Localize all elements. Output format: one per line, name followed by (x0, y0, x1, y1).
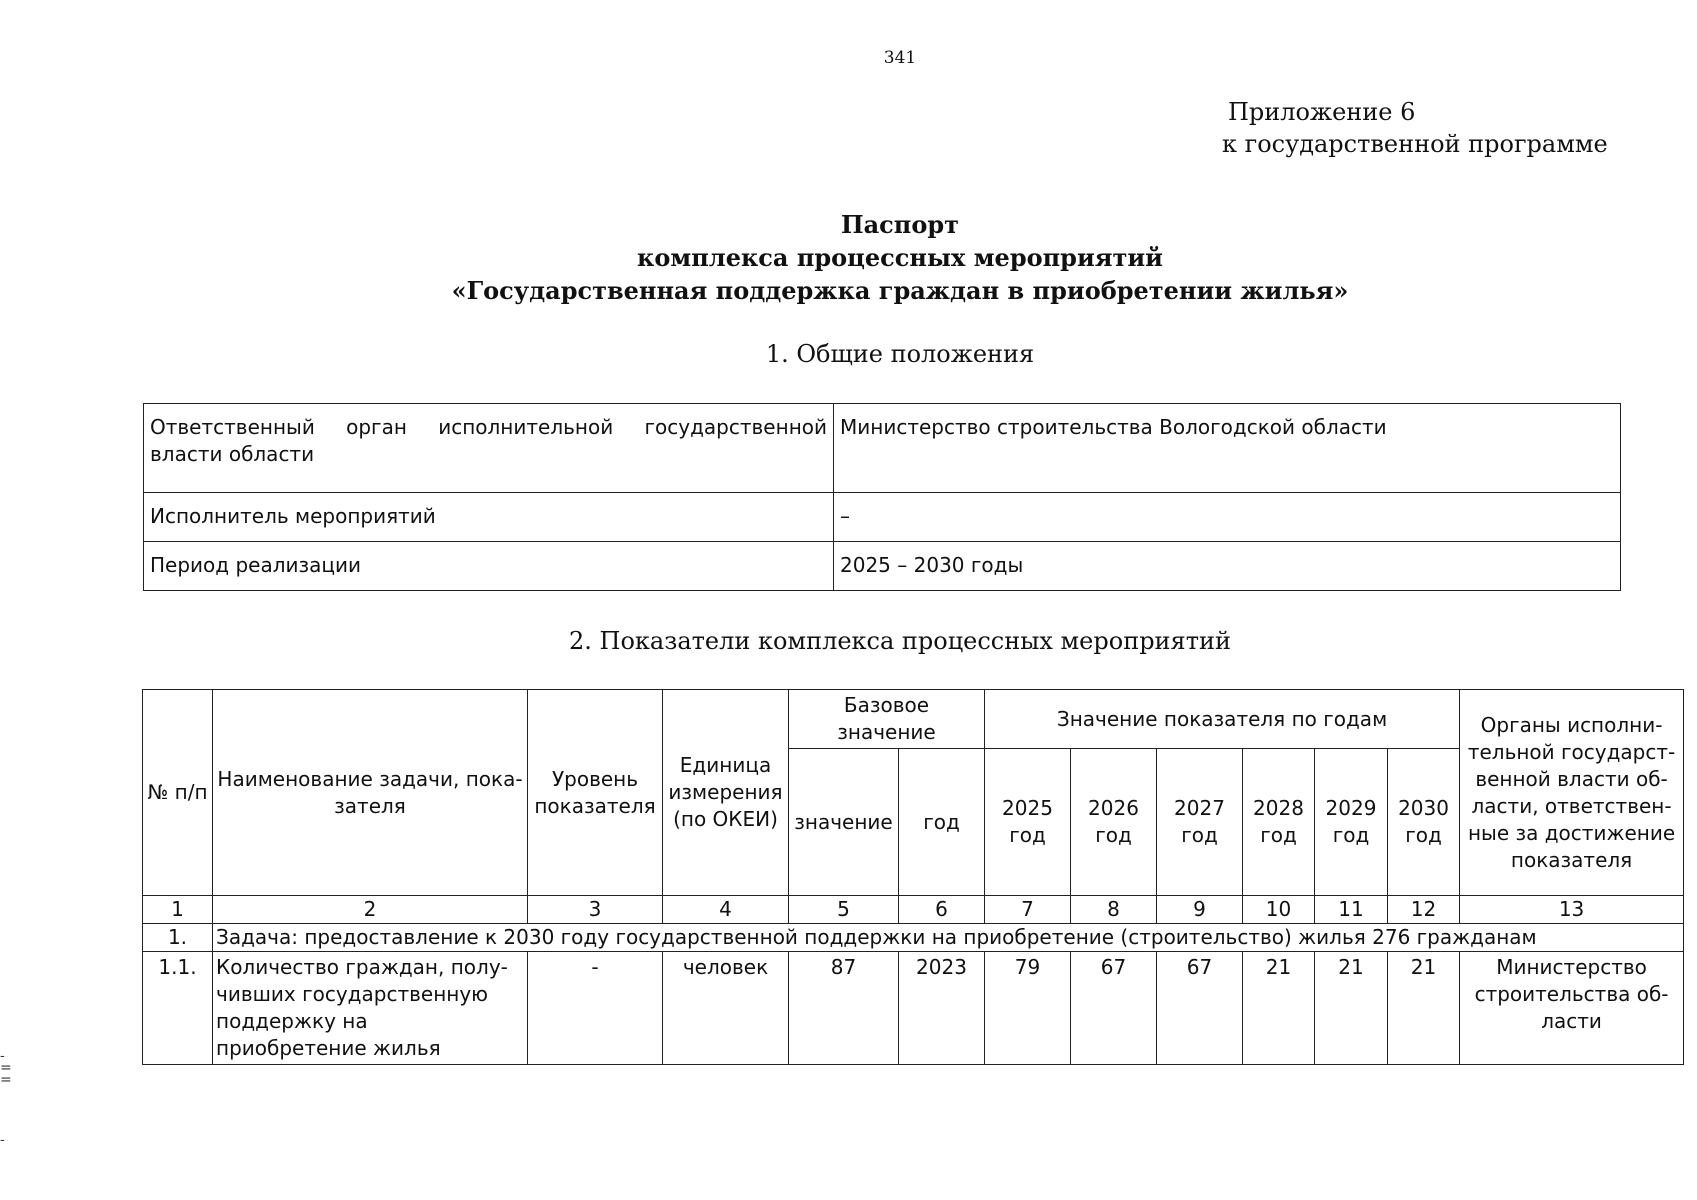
column-number: 1 (143, 896, 213, 924)
header-num: № п/п (143, 690, 213, 896)
row-base-value: 87 (789, 952, 899, 1065)
column-numbers-row (143, 896, 1684, 924)
section-2-heading: 2. Показатели комплекса процессных мероприятий (569, 627, 1231, 655)
row-value-2030: 21 (1388, 952, 1460, 1065)
table-row (143, 952, 1684, 1065)
task-row (143, 924, 1684, 952)
column-number: 2 (213, 896, 528, 924)
table-row (144, 404, 1621, 493)
column-number: 12 (1388, 896, 1460, 924)
row-name: Количество граждан, полу-чивших государственную поддержку на приобретение жилья (213, 952, 528, 1065)
column-number: 10 (1243, 896, 1315, 924)
task-text: Задача: предоставление к 2030 году государственной поддержки на приобретение (строительство) жилья 276 гражданам (213, 924, 1684, 952)
row-value-2028: 21 (1243, 952, 1315, 1065)
header-name: Наименование задачи, пока-зателя (213, 690, 528, 896)
row-value-2025: 79 (985, 952, 1071, 1065)
header-year-2026: 2026 год (1071, 749, 1157, 896)
column-number: 9 (1157, 896, 1243, 924)
row-num: 1.1. (143, 952, 213, 1065)
column-number: 11 (1315, 896, 1388, 924)
header-base-year: год (899, 749, 985, 896)
appendix-line-1: Приложение 6 (1228, 98, 1416, 126)
title-line-3: «Государственная поддержка граждан в приобретении жилья» (451, 276, 1349, 305)
general-value: – (834, 493, 1621, 542)
document-title (0, 208, 1697, 307)
general-value: Министерство строительства Вологодской области (834, 404, 1621, 493)
column-number: 8 (1071, 896, 1157, 924)
general-info-table (143, 403, 1621, 591)
header-base-value: значение (789, 749, 899, 896)
header-year-2029: 2029 год (1315, 749, 1388, 896)
header-years-group: Значение показателя по годам (985, 690, 1460, 749)
row-value-2027: 67 (1157, 952, 1243, 1065)
header-year-2027: 2027 год (1157, 749, 1243, 896)
column-number: 13 (1460, 896, 1684, 924)
title-line-1: Паспорт (840, 210, 960, 239)
appendix-line-2: к государственной программе (1222, 130, 1608, 158)
row-organ: Министерство строительства об-ласти (1460, 952, 1684, 1065)
header-year-2025: 2025 год (985, 749, 1071, 896)
header-year-2028: 2028 год (1243, 749, 1315, 896)
task-num: 1. (143, 924, 213, 952)
row-unit: человек (663, 952, 789, 1065)
header-unit: Единица измерения (по ОКЕИ) (663, 690, 789, 896)
margin-marks: - = = - (0, 1048, 12, 1148)
header-level: Уровень показателя (528, 690, 663, 896)
header-base-group: Базовое значение (789, 690, 985, 749)
header-organs: Органы исполни-тельной государст-венной власти об-ласти, ответствен-ные за достижение показателя (1460, 690, 1684, 896)
table-row (144, 542, 1621, 591)
appendix-note (1222, 96, 1608, 160)
general-label: Исполнитель мероприятий (144, 493, 834, 542)
header-row (143, 690, 1684, 749)
row-value-2026: 67 (1071, 952, 1157, 1065)
general-label: Период реализации (144, 542, 834, 591)
general-value: 2025 – 2030 годы (834, 542, 1621, 591)
section-1-heading: 1. Общие положения (765, 340, 1035, 368)
column-number: 4 (663, 896, 789, 924)
general-label: Ответственный орган исполнительной государственной власти области (144, 404, 834, 493)
column-number: 7 (985, 896, 1071, 924)
table-row (144, 493, 1621, 542)
row-value-2029: 21 (1315, 952, 1388, 1065)
column-number: 3 (528, 896, 663, 924)
row-level: - (528, 952, 663, 1065)
page-number: 341 (883, 48, 917, 68)
header-year-2030: 2030 год (1388, 749, 1460, 896)
column-number: 6 (899, 896, 985, 924)
row-base-year: 2023 (899, 952, 985, 1065)
indicators-table (142, 689, 1684, 1065)
column-number: 5 (789, 896, 899, 924)
title-line-2: комплекса процессных мероприятий (637, 243, 1163, 272)
